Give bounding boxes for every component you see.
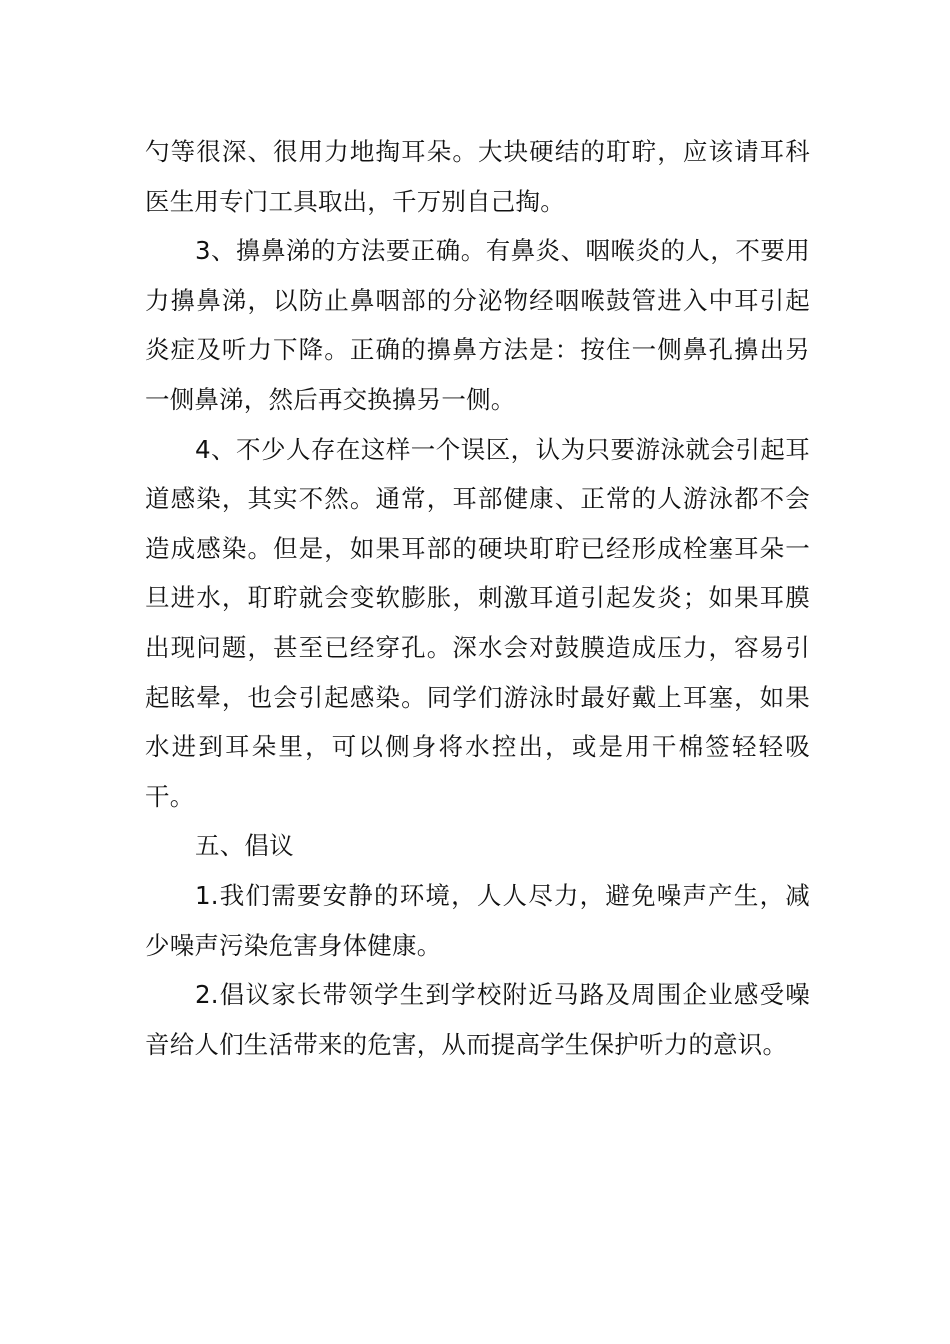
- paragraph-continuation: 勺等很深、很用力地掏耳朵。大块硬结的耵聍，应该请耳科医生用专门工具取出，千万别自己掏。: [145, 137, 810, 216]
- section-heading-proposal: 五、倡议: [195, 831, 294, 861]
- paragraph-item-4: 4、不少人存在这样一个误区，认为只要游泳就会引起耳道感染，其实不然。通常，耳部健康、正常的人游泳都不会造成感染。但是，如果耳部的硬块耵聍已经形成栓塞耳朵一旦进水，耵聍就会变软膨胀，刺激耳道引起发炎；如果耳膜出现问题，甚至已经穿孔。深水会对鼓膜造成压力，容易引起眩晕，也会引起感染。同学们游泳时最好戴上耳塞，如果水进到耳朵里，可以侧身将水控出，或是用干棉签轻轻吸干。: [145, 434, 810, 811]
- proposal-item-1: 1.我们需要安静的环境，人人尽力，避免噪声产生，减少噪声污染危害身体健康。: [145, 880, 810, 960]
- paragraph-item-3: 3、擤鼻涕的方法要正确。有鼻炎、咽喉炎的人，不要用力擤鼻涕，以防止鼻咽部的分泌物经咽喉鼓管进入中耳引起炎症及听力下降。正确的擤鼻方法是：按住一侧鼻孔擤出另一侧鼻涕，然后再交换擤另一侧。: [145, 236, 810, 414]
- proposal-item-2: 2.倡议家长带领学生到学校附近马路及周围企业感受噪音给人们生活带来的危害，从而提高学生保护听力的意识。: [145, 980, 810, 1059]
- document-body: [145, 127, 810, 1069]
